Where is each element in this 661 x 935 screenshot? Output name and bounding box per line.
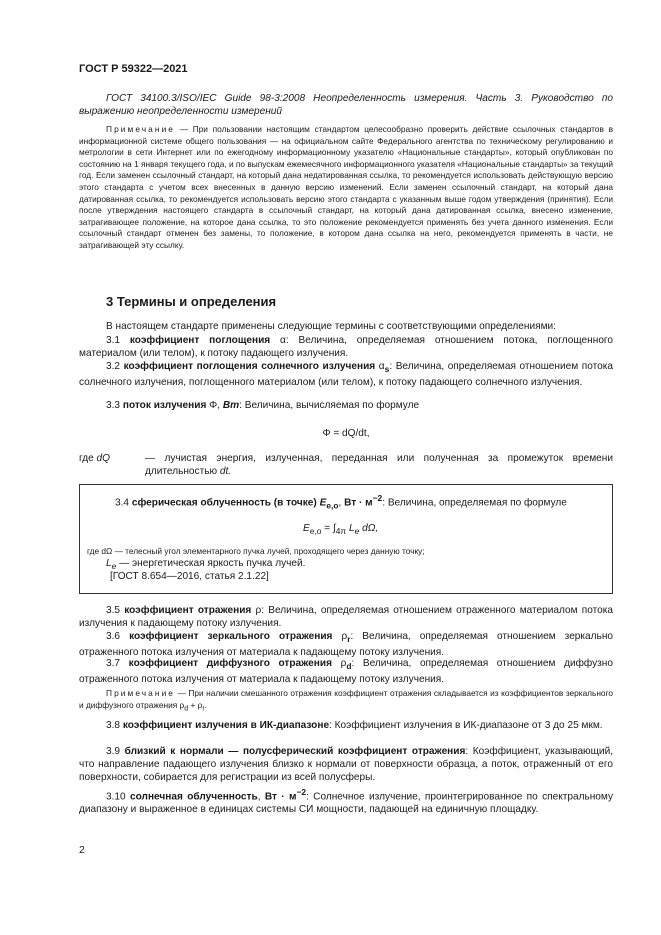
term-3-3: 3.3 поток излучения Φ, Вт: Величина, вычисляемая по формуле bbox=[106, 400, 420, 411]
term-number: 3.3 bbox=[106, 400, 121, 411]
integral-symbol: ∫ bbox=[332, 523, 336, 534]
section-title: 3 Термины и определения bbox=[106, 294, 277, 309]
term-name: сферическая облученность (в точке) bbox=[131, 497, 317, 509]
note-label: Примечание bbox=[106, 124, 176, 134]
term-name: коэффициент излучения в ИК-диапазоне bbox=[122, 720, 330, 731]
note-formula: ρ bbox=[179, 699, 185, 710]
term-name: коэффициент поглощения солнечного излучения bbox=[123, 361, 376, 372]
term-3-2 bbox=[79, 360, 613, 389]
where-dq bbox=[79, 452, 613, 478]
where-label: где bbox=[87, 546, 100, 556]
where-text: — энергетическая яркость пучка лучей. bbox=[119, 558, 306, 569]
where-domega bbox=[87, 546, 607, 558]
where-text: — лучистая энергия, излученная, переданная или полученная за промежуток времени длительностью bbox=[145, 453, 613, 477]
where-var: dΩ bbox=[101, 546, 113, 556]
where-var: dQ bbox=[96, 453, 111, 464]
where-label: где bbox=[79, 453, 94, 464]
term-symbol-sub: e,o bbox=[326, 500, 339, 511]
reference-entry: ГОСТ 34100.3/ISO/IEC Guide 98-3:2008 Неопределенность измерения. Часть 3. Руководство по выражению неопределенности измерений bbox=[79, 93, 613, 117]
term-3-1 bbox=[79, 334, 613, 360]
term-definition: : Величина, определяемая отношением зеркально отраженного потока излучения от материала к падающему потоку излучения. bbox=[79, 631, 614, 659]
formula-lhs: E bbox=[303, 523, 310, 534]
term-symbol-sub: d bbox=[346, 661, 352, 672]
term-number: 3.9 bbox=[106, 746, 121, 757]
formula-irradiance bbox=[303, 522, 378, 538]
term-definition: : Величина, определяемая по формуле bbox=[382, 497, 567, 509]
term-name: солнечная облученность bbox=[130, 791, 258, 803]
term-number: 3.6 bbox=[106, 631, 121, 642]
term-number: 3.8 bbox=[106, 720, 121, 731]
term-symbol: ρ bbox=[341, 631, 348, 642]
term-name: коэффициент диффузного отражения bbox=[128, 658, 332, 669]
formula-tail: dΩ, bbox=[362, 523, 379, 534]
page-number: 2 bbox=[79, 844, 85, 856]
term-name: близкий к нормали — полусферический коэффициент отражения bbox=[124, 746, 466, 757]
term-definition: : Величина, определяемая отношением потока, поглощенного материалом (или телом), к потоку падающего излучения. bbox=[79, 335, 614, 359]
term-definition: : Солнечное излучение, проинтегрированное по спектральному диапазону и выраженное в единицах системы СИ мощности, падающей на единичную площадку. bbox=[79, 791, 614, 816]
term-number: 3.10 bbox=[106, 791, 126, 803]
note-formula-plus: + ρ bbox=[190, 699, 203, 710]
note-references bbox=[79, 124, 613, 252]
term-definition: : Величина, определяемая отношением диффузно отраженного потока излучения от материала к падающему потоку излучения. bbox=[79, 658, 613, 686]
term-definition: : Величина, определяемая отношением отраженного материалом потока излучения к падающему потоку излучения. bbox=[79, 605, 613, 629]
term-3-10: 3.10 солнечная облученность, Вт · $м^{-2}$: Солнечное излучение, проинтегрированное по спектральному диапазону и выраженное в единицах системы СИ мощности, падающей на единичную площадку. bbox=[79, 787, 614, 816]
term-definition: : Коэффициент, указывающий, что направление падающего излучения близко к нормали от поверхности образца, а поток, отраженный от его поверхности, собирается для регистрации из всей полусферы. bbox=[79, 746, 614, 783]
term-3-4: 3.4 сферическая облученность (в точке) $E_{e,o}$, Вт · $м^{-2}$: Величина, определяемая по формуле bbox=[115, 493, 567, 511]
term-number: 3.4 bbox=[115, 497, 130, 509]
term-3-4-source: [ГОСТ 8.654—2016, статья 2.1.22] bbox=[110, 571, 269, 582]
section-intro: В настоящем стандарте применены следующие термины с соответствующими определениями: bbox=[106, 321, 556, 332]
term-name: коэффициент отражения bbox=[124, 605, 252, 616]
term-unit: Вт · м bbox=[264, 791, 297, 803]
formula-flux: Φ = dQ/dt, bbox=[322, 428, 370, 439]
term-definition: : Величина, вычисляемая по формуле bbox=[239, 400, 420, 411]
term-symbol: α bbox=[378, 361, 385, 372]
term-unit-exp: −2 bbox=[372, 493, 383, 503]
term-symbol: ρ bbox=[255, 605, 262, 616]
term-symbol-sub: s bbox=[384, 364, 390, 375]
note-formula-sub: d bbox=[184, 705, 189, 713]
term-name: коэффициент зеркального отражения bbox=[129, 631, 333, 642]
term-unit: Вт · м bbox=[344, 497, 373, 509]
where-text: — телесный угол элементарного пучка лучей, проходящего через данную точку; bbox=[114, 546, 425, 556]
term-number: 3.2 bbox=[106, 361, 121, 372]
note-text: — При пользовании настоящим стандартом целесообразно проверить действие ссылочных стандартов в информационной системе общего пользования — на официальном сайте Федерального агентства по техническому регулированию и метрологии в сети Интернет или по ежегодному информационному указателю «Национальные стандарты», который опубликован по состоянию на 1 января текущего года, и по выпускам ежемесячного информационного указателя «Национальные стандарты» за текущий год. Если заменен ссылочный стандарт, на который дана недатированная ссылка, то рекомендуется использовать действующую версию этого стандарта с учетом всех внесенных в данную версию изменений. Если заменен ссылочный стандарт, на который дана датированная ссылка, то рекомендуется использовать версию этого стандарта с указанным выше годом утверждения (принятия). Если после утверждения настоящего стандарта в ссылочный стандарт, на который дана датированная ссылка, внесено изменение, затрагивающее положение, на которое дана ссылка, то это положение рекомендуется применять без учета данного изменения. Если ссылочный стандарт отменен без замены, то положение, в котором дана ссылка на него, рекомендуется применять в части, не затрагивающей эту ссылку. bbox=[79, 124, 613, 250]
term-name: коэффициент поглощения bbox=[129, 335, 271, 346]
term-3-9 bbox=[79, 745, 613, 784]
term-symbol: E bbox=[319, 497, 327, 509]
term-symbol: α bbox=[280, 335, 286, 346]
term-name: поток излучения bbox=[122, 400, 207, 411]
formula-lhs-sub: e,o bbox=[309, 526, 322, 537]
term-3-6 bbox=[79, 630, 613, 659]
note-formula-end: . bbox=[204, 699, 207, 710]
term-definition: : Коэффициент излучения в ИК-диапазоне от 3 до 25 мкм. bbox=[329, 720, 603, 731]
where-tail: dt. bbox=[219, 466, 232, 477]
term-unit-exp: −2 bbox=[296, 787, 307, 797]
note-formula-sub: r bbox=[202, 705, 205, 713]
term-unit: Вт bbox=[222, 400, 240, 411]
note-reflection bbox=[79, 688, 613, 715]
term-definition: : Величина, определяемая отношением потока солнечного излучения, поглощенного материалом (или телом), к потоку падающего солнечного излучения. bbox=[79, 361, 613, 389]
where-var-sub: e bbox=[111, 561, 117, 572]
term-3-8 bbox=[79, 719, 613, 732]
note-label: Примечание bbox=[106, 688, 176, 698]
term-symbol: ρ bbox=[340, 658, 347, 669]
term-number: 3.7 bbox=[106, 658, 121, 669]
term-number: 3.5 bbox=[106, 605, 121, 616]
document-header: ГОСТ Р 59322—2021 bbox=[79, 63, 188, 75]
term-symbol-sub: r bbox=[347, 634, 351, 645]
where-var: L bbox=[106, 558, 112, 569]
term-symbol: Φ bbox=[209, 400, 218, 411]
note-text: — При наличии смешанного отражения коэффициент отражения складывается из коэффициентов зеркального и диффузного отражения bbox=[79, 688, 613, 710]
formula-l-sub: e bbox=[354, 526, 360, 537]
term-number: 3.1 bbox=[106, 335, 121, 346]
formula-l: L bbox=[349, 523, 355, 534]
term-3-5 bbox=[79, 604, 613, 630]
formula-eq: = bbox=[324, 523, 331, 534]
integral-domain: 4π bbox=[335, 526, 347, 537]
term-3-7 bbox=[79, 657, 613, 686]
